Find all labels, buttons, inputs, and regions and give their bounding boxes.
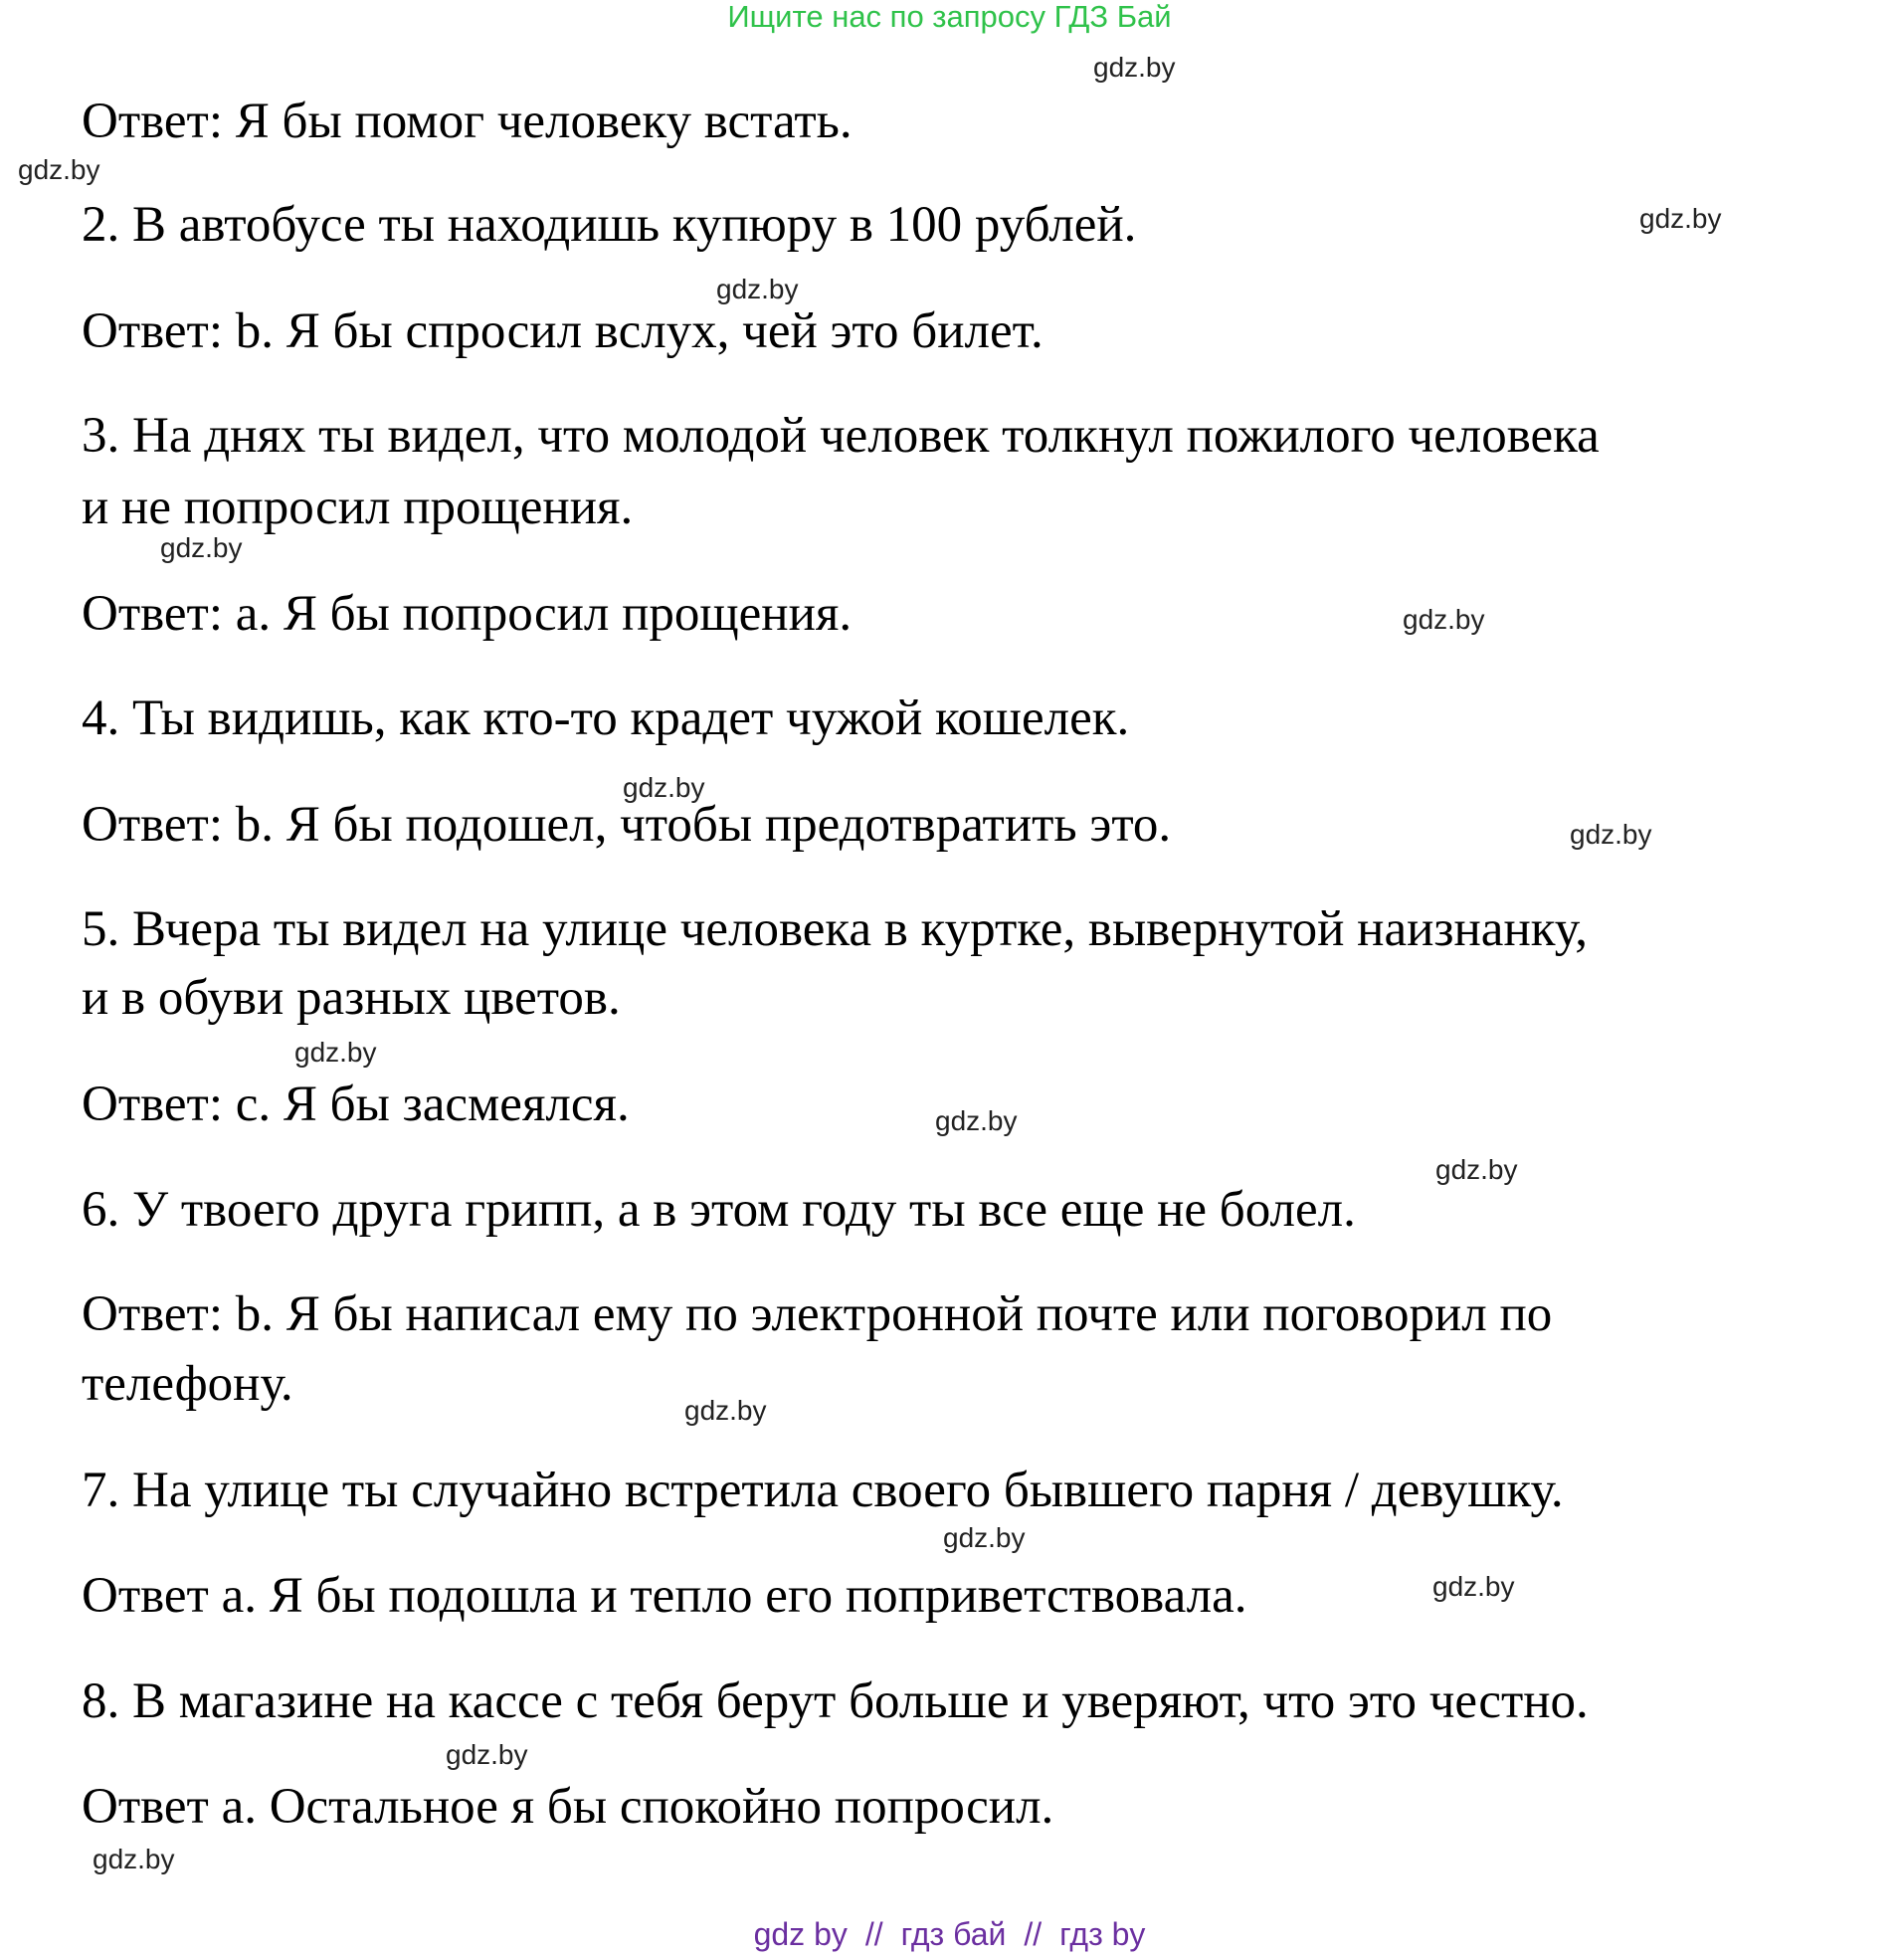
answer-line: телефону. — [82, 1356, 293, 1412]
footer-links — [0, 1916, 1899, 1952]
question-line: 6. У твоего друга грипп, а в этом году ты все еще не болел. — [82, 1182, 1356, 1238]
watermark: gdz.by — [93, 1844, 175, 1874]
answer-line: Ответ: b. Я бы подошел, чтобы предотвратить это. — [82, 797, 1172, 853]
answer-line: Ответ а. Остальное я бы спокойно попросил. — [82, 1779, 1054, 1835]
question-line: и не попросил прощения. — [82, 480, 634, 535]
watermark: gdz.by — [623, 772, 705, 803]
watermark: gdz.by — [1093, 52, 1176, 83]
watermark: gdz.by — [1639, 203, 1722, 234]
footer-link-gdz-by-cyr[interactable]: гдз by — [1059, 1916, 1146, 1952]
footer-link-gdz-by[interactable]: gdz by — [753, 1916, 848, 1952]
watermark: gdz.by — [160, 532, 243, 563]
watermark: gdz.by — [1432, 1571, 1515, 1602]
footer-separator: // — [864, 1916, 883, 1952]
watermark: gdz.by — [935, 1105, 1018, 1136]
watermark: gdz.by — [1403, 604, 1485, 635]
question-line: 5. Вчера ты видел на улице человека в куртке, вывернутой наизнанку, — [82, 901, 1588, 957]
watermark: gdz.by — [684, 1395, 767, 1426]
answer-line: Ответ а. Я бы подошла и тепло его поприветствовала. — [82, 1568, 1247, 1624]
watermark: gdz.by — [943, 1522, 1026, 1553]
answer-line: Ответ: с. Я бы засмеялся. — [82, 1077, 630, 1132]
watermark: gdz.by — [1435, 1154, 1518, 1185]
question-line: 3. На днях ты видел, что молодой человек толкнул пожилого человека — [82, 408, 1600, 464]
question-line: 4. Ты видишь, как кто-то крадет чужой кошелек. — [82, 690, 1130, 746]
footer-link-gdz-bai[interactable]: гдз бай — [900, 1916, 1007, 1952]
search-banner: Ищите нас по запросу ГДЗ Бай — [727, 0, 1172, 34]
answer-line: Ответ: Я бы помог человеку встать. — [82, 94, 853, 149]
answer-line: Ответ: b. Я бы спросил вслух, чей это билет. — [82, 303, 1044, 359]
question-line: 7. На улице ты случайно встретила своего бывшего парня / девушку. — [82, 1463, 1564, 1518]
watermark: gdz.by — [1570, 819, 1652, 850]
watermark: gdz.by — [446, 1739, 528, 1770]
footer-separator: // — [1024, 1916, 1043, 1952]
question-line: 2. В автобусе ты находишь купюру в 100 рублей. — [82, 197, 1137, 253]
answer-line: Ответ: а. Я бы попросил прощения. — [82, 586, 853, 642]
question-line: 8. В магазине на кассе с тебя берут больше и уверяют, что это честно. — [82, 1673, 1589, 1729]
question-line: и в обуви разных цветов. — [82, 970, 621, 1026]
answer-line: Ответ: b. Я бы написал ему по электронной почте или поговорил по — [82, 1286, 1553, 1342]
watermark: gdz.by — [716, 274, 799, 304]
watermark: gdz.by — [294, 1037, 377, 1068]
watermark: gdz.by — [18, 154, 100, 185]
